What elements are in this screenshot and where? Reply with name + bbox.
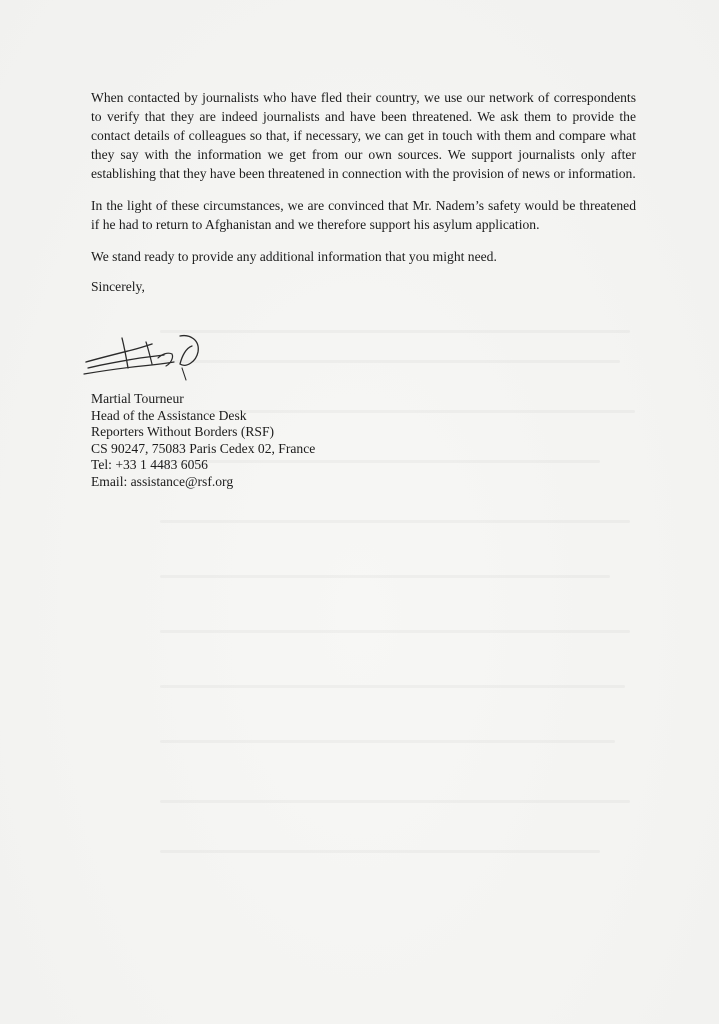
signatory-name: Martial Tourneur [91, 391, 184, 406]
letter-body [91, 88, 636, 296]
signature-block [91, 391, 315, 491]
signatory-organization: Reporters Without Borders (RSF) [91, 424, 275, 440]
signatory-telephone: Tel: +33 1 4483 6056 [91, 457, 208, 473]
handwritten-signature [82, 328, 212, 383]
signatory-email: Email: assistance@rsf.org [91, 473, 234, 489]
signatory-address: CS 90247, 75083 Paris Cedex 02, France [91, 440, 316, 456]
paragraph-conclusion: In the light of these circumstances, we are convinced that Mr. Nadem’s safety would be threatened if he had to return to Afghanistan and we therefore support his asylum application. [91, 198, 636, 232]
paragraph-verification: When contacted by journalists who have fled their country, we use our network of correspondents to verify that they are indeed journalists and have been threatened. We ask them to provide the contact details of colleagues so that, if necessary, we can get in touch with them and compare what they say with the information we get from our own sources. We support journalists only after establishing that they have been threatened in connection with the provision of news or information. [91, 90, 636, 181]
signatory-title: Head of the Assistance Desk [91, 407, 247, 423]
closing-salutation: Sincerely, [91, 279, 145, 294]
paragraph-offer: We stand ready to provide any additional information that you might need. [91, 249, 497, 264]
